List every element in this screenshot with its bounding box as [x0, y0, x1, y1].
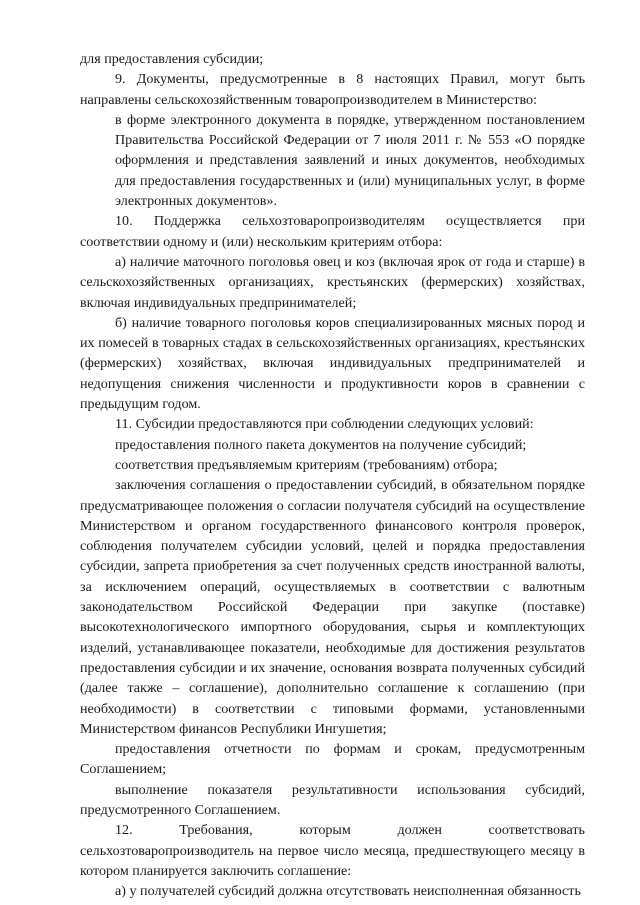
paragraph-criterion-a: а) наличие маточного поголовья овец и коз (включая ярок от года и старше) в сельскохозяйственных организациях, крестьянских (фермерских) хозяйствах, включая индивидуальных предпринимателей;	[80, 253, 585, 311]
paragraph-condition-criteria: соответствия предъявляемым критериям (требованиям) отбора;	[115, 456, 498, 473]
paragraph-continuation: для предоставления субсидии;	[80, 51, 264, 67]
paragraph-electronic-document: в форме электронного документа в порядке, утвержденном постановлением Правительства Российской Федерации от 7 июля 2011 г. № 553 «О порядке оформления и представления заявлений и иных документов, необходимых для предоставления государственных и (или) муниципальных услуг, в форме электронных документов».	[115, 111, 585, 210]
paragraph-requirement-a: а) у получателей субсидий должна отсутствовать неисполненная обязанность	[115, 883, 581, 900]
paragraph-item-12: 12. Требования, которым должен соответствовать сельхозтоваропроизводитель на первое число месяца, предшествующего месяцу в котором планируется заключить соглашение:	[80, 822, 585, 879]
document-page	[80, 49, 585, 901]
paragraph-item-10: 10. Поддержка сельхозтоваропроизводителям осуществляется при соответствии одному и (или) нескольким критериям отбора:	[80, 213, 585, 250]
paragraph-item-9: 9. Документы, предусмотренные в 8 настоящих Правил, могут быть направлены сельскохозяйственным товаропроизводителем в Министерство:	[80, 71, 585, 108]
paragraph-condition-performance: выполнение показателя результативности использования субсидий, предусмотренного Соглашением.	[80, 781, 585, 818]
paragraph-condition-reporting: предоставления отчетности по формам и срокам, предусмотренным Соглашением;	[80, 741, 585, 778]
paragraph-criterion-b: б) наличие товарного поголовья коров специализированных мясных пород и их помесей в товарных стадах в сельскохозяйственных организациях, крестьянских (фермерских) хозяйствах, включая индивидуальных предпринимателей и недопущения снижения численности и продуктивности коров в сравнении с предыдущим годом.	[80, 314, 585, 413]
paragraph-item-11: 11. Субсидии предоставляются при соблюдении следующих условий:	[115, 416, 534, 433]
paragraph-condition-agreement: заключения соглашения о предоставлении субсидий, в обязательном порядке предусматривающее положения о согласии получателя субсидий на осуществление Министерством и органом государственного финансового контроля проверок, соблюдения получателем субсидии условий, целей и порядка предоставления субсидии, запрета приобретения за счет полученных средств иностранной валюты, за исключением операций, осуществляемых в соответствии с валютным законодательством Российской Федерации при закупке (поставке) высокотехнологического импортного оборудования, сырья и комплектующих изделий, устанавливающее показатели, необходимые для достижения результатов предоставления субсидии и их значение, основания возврата полученных субсидий (далее также – соглашение), дополнительно соглашение к соглашению (при необходимости) в соответствии с типовыми формами, установленными Министерством финансов Республики Ингушетия;	[80, 477, 585, 737]
paragraph-condition-documents: предоставления полного пакета документов на получение субсидий;	[115, 436, 527, 453]
